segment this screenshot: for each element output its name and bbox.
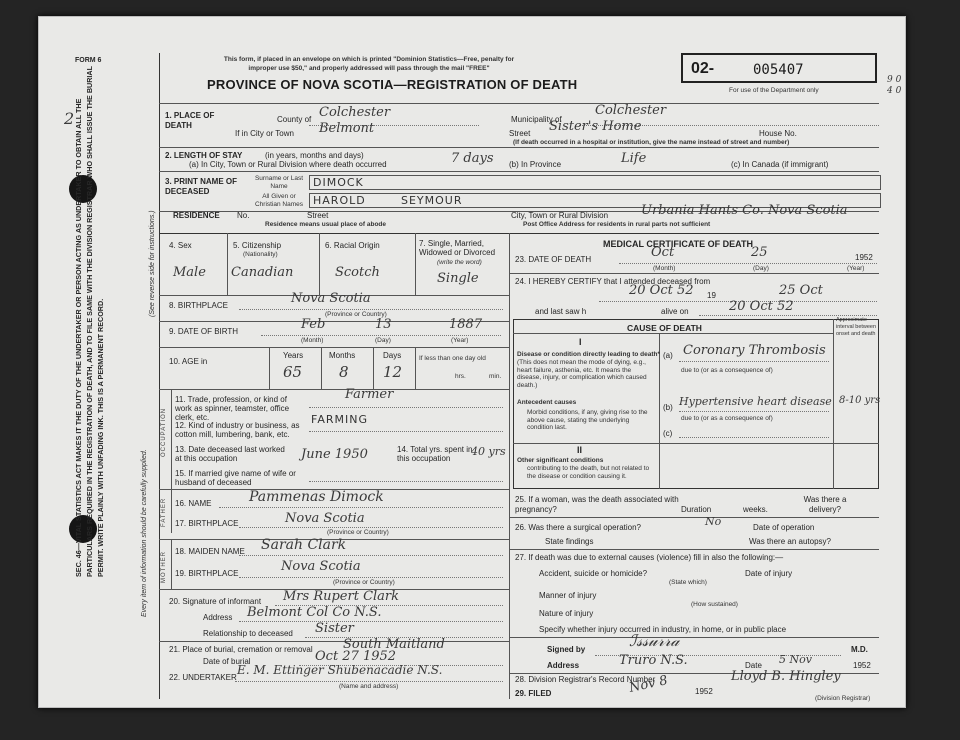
antecedent-note: Morbid conditions, if any, giving rise to the above cause, stating the underlying condition last. — [527, 409, 648, 431]
cause-c-label: (c) — [663, 429, 673, 438]
burial-place-value: South Maitland — [343, 637, 445, 652]
registration-prefix: 02- — [691, 60, 715, 77]
lastwork-value: June 1950 — [301, 447, 368, 462]
certify-from: 20 Oct 52 — [629, 283, 694, 298]
city-value: Belmont — [319, 121, 375, 136]
rule — [513, 333, 833, 334]
state-which: (State which) — [669, 579, 707, 586]
stay-a-label: (a) In City, Town or Rural Division where death occurred — [189, 160, 387, 169]
mother-maiden-value: Sarah Clark — [261, 537, 347, 553]
part-2-label: II — [577, 445, 583, 455]
section-notice: SEC. 46—VITAL STATISTICS ACT MAKES IT THE DUTY OF THE UNDERTAKER OR PERSON ACTING AS UNDERTAKER TO OBTAIN ALL THE PARTICULARS REQUIRED IN THE REGISTRATION OF DEATH, AND TO FILE SAME WITH THE DIVISION REGISTRAR WHO SHALL ISSUE THE BURIAL PERMIT. WRITE PLAINLY WITH UNFADING INK. THIS IS A PERMANENT RECORD. — [74, 66, 105, 577]
rule — [159, 389, 509, 390]
rule — [159, 147, 879, 148]
birthplace-value: Nova Scotia — [291, 291, 371, 306]
informant-addr-line — [239, 621, 503, 622]
other-label: Other significant conditions — [517, 457, 604, 464]
reverse-note: (See reverse side for instructions.) — [149, 210, 156, 317]
origin-label: 6. Racial Origin — [325, 241, 380, 250]
surname-label: Surname or Last Name — [254, 175, 304, 190]
rule — [269, 347, 270, 389]
undertaker-value: E. M. Ettinger Shubenacadie N.S. — [237, 663, 443, 677]
cause-a-line — [679, 361, 829, 362]
rule — [171, 489, 172, 533]
age-years: 65 — [283, 363, 303, 381]
wife-label: 15. If married give name of wife or husband of deceased — [175, 469, 296, 487]
trade-value: Farmer — [345, 387, 394, 402]
q26-answer: No — [705, 515, 722, 528]
how-sustained: (How sustained) — [691, 601, 738, 608]
occupation-side-label: OCCUPATION — [161, 407, 167, 457]
residence-street-label: Street — [307, 211, 329, 220]
part-1-label: I — [579, 337, 582, 347]
name-label: 3. PRINT NAME OF DECEASED — [165, 177, 238, 196]
death-date-label: 23. DATE OF DEATH — [515, 255, 592, 264]
death-date-day: 25 — [751, 245, 768, 260]
age-months: 8 — [339, 363, 349, 381]
sign-addr-label: Address — [547, 661, 580, 670]
disease-note: (This does not mean the mode of dying, e.g., heart failure, asthenia, etc. It means the disease, injury, or complication which caused death.) — [517, 359, 647, 389]
form-number-label: FORM 6 — [75, 57, 102, 64]
cause-a-label: (a) — [663, 351, 673, 360]
certify-19: 19 — [707, 291, 716, 300]
father-bp-line — [239, 527, 503, 528]
last-saw-label: and last saw h — [535, 307, 587, 316]
cause-a-value: Coronary Thrombosis — [683, 343, 826, 358]
stay-a-value: 7 days — [451, 151, 494, 166]
informant-addr-label: Address — [203, 613, 233, 622]
cause-c-line — [679, 437, 829, 438]
mother-bp-line — [239, 577, 503, 578]
death-registration-form — [38, 16, 906, 708]
sign-date-value: 5 Nov — [779, 653, 812, 666]
marital-label: 7. Single, Married, Widowed or Divorced — [419, 239, 496, 257]
alive-line — [699, 315, 877, 316]
municipality-value: Colchester — [595, 103, 667, 118]
rule — [159, 641, 509, 642]
stay-b-label: (b) In Province — [509, 160, 562, 169]
place-label: 1. PLACE OF DEATH — [165, 111, 215, 130]
signed-label: Signed by — [547, 645, 586, 654]
surname-value: DIMOCK — [313, 176, 364, 189]
permanent-note: Every item of information should be carefully supplied. — [141, 449, 148, 617]
informant-rel-label: Relationship to deceased — [203, 629, 293, 638]
registrar-record-label: 28. Division Registrar's Record Number — [515, 675, 656, 684]
death-date-line — [619, 263, 877, 264]
antecedent-label: Antecedent causes — [517, 399, 577, 406]
house-label: House No. — [759, 129, 797, 138]
alive-on-label: alive on — [661, 307, 689, 316]
certify-to: 25 Oct — [779, 283, 823, 298]
other-note: contributing to the death, but not related to the disease or condition causing it. — [527, 465, 650, 480]
stay-sub: (in years, months and days) — [265, 151, 364, 160]
father-bp-label: 17. BIRTHPLACE — [175, 519, 239, 528]
origin-value: Scotch — [335, 265, 380, 280]
registration-number-box — [681, 53, 877, 83]
mother-bp-label: 19. BIRTHPLACE — [175, 569, 239, 578]
dob-month: Feb — [301, 317, 326, 332]
frame-left — [159, 53, 160, 699]
rule — [509, 637, 879, 638]
death-date-year: 1952 — [855, 253, 873, 262]
father-name-line — [219, 507, 503, 508]
given-name-2: SEYMOUR — [401, 194, 463, 207]
filed-date: Nov 8 — [627, 673, 670, 696]
county-value: Colchester — [319, 105, 391, 120]
accident-label: Accident, suicide or homicide? — [539, 569, 648, 578]
physician-signature: ℐ𝓈𝓈𝓊𝓇𝓇𝒶 — [629, 631, 680, 650]
city-label: If in City or Town — [235, 129, 294, 138]
rule — [415, 233, 416, 295]
form-title: PROVINCE OF NOVA SCOTIA—REGISTRATION OF DEATH — [207, 77, 578, 92]
autopsy-label: Was there an autopsy? — [749, 537, 831, 546]
frame-header-rule — [159, 103, 879, 104]
rule — [373, 347, 374, 389]
father-bp-sub: (Province or Country) — [327, 529, 389, 536]
delivery-label: Was there a delivery? — [803, 495, 847, 514]
county-label: County of — [277, 115, 312, 124]
death-date-month: Oct — [651, 245, 675, 260]
lastwork-label: 13. Date deceased last worked at this occupation — [175, 445, 285, 463]
rule — [415, 347, 416, 389]
age-days: 12 — [383, 363, 403, 381]
rule — [159, 233, 879, 234]
death-day-sub: (Day) — [753, 265, 769, 272]
due-to-1: due to (or as a consequence of) — [681, 367, 773, 374]
registrar-signature: Lloyd B. Hingley — [731, 669, 841, 684]
certify-label: 24. I HEREBY CERTIFY that I attended deceased from — [515, 277, 711, 286]
margin-codes: 9 0 4 0 — [887, 75, 902, 96]
father-name-label: 16. NAME — [175, 499, 212, 508]
manner-label: Manner of injury — [539, 591, 597, 600]
q26-label: 26. Was there a surgical operation? — [515, 523, 641, 532]
undertaker-sub: (Name and address) — [339, 683, 399, 690]
rule — [833, 319, 834, 489]
mail-notice: This form, if placed in an envelope on which is printed "Dominion Statistics—Free, penalty for improper use $50," and properly addressed will pass through the mail "FREE" — [223, 56, 515, 72]
alive-date: 20 Oct 52 — [729, 299, 794, 314]
rule — [159, 171, 879, 172]
due-to-2: due to (or as a consequence of) — [681, 415, 773, 422]
rule — [321, 347, 322, 389]
burial-date-label: Date of burial — [203, 657, 251, 666]
wife-line — [309, 481, 503, 482]
informant-addr-value: Belmont Col Co N.S. — [247, 605, 382, 620]
q25-label: 25. If a woman, was the death associated with pregnancy? — [515, 495, 679, 514]
rule — [227, 233, 228, 295]
given-label: All Given or Christian Names — [254, 193, 304, 208]
rule — [509, 517, 879, 518]
father-bp-value: Nova Scotia — [285, 511, 365, 526]
op-date-label: Date of operation — [753, 523, 815, 532]
street-value: Sister's Home — [549, 119, 642, 134]
dob-year-sub: (Year) — [451, 337, 469, 344]
rule — [171, 539, 172, 589]
dob-label: 9. DATE OF BIRTH — [169, 327, 239, 336]
stay-b-value: Life — [621, 151, 647, 166]
margin-mark: 2 — [64, 109, 75, 128]
rule — [513, 443, 879, 444]
sign-addr-value: Truro N.S. — [619, 653, 688, 668]
father-side-label: FATHER — [161, 497, 167, 527]
age-label: 10. AGE in — [169, 357, 208, 366]
cause-b-line — [679, 411, 829, 412]
street-label: Street — [509, 129, 531, 138]
birthplace-label: 8. BIRTHPLACE — [169, 301, 228, 310]
medical-title: MEDICAL CERTIFICATE OF DEATH — [603, 239, 753, 249]
mother-maiden-line — [239, 555, 503, 556]
q27-label: 27. If death was due to external causes (violence) fill in also the following:— — [515, 553, 784, 562]
sex-label: 4. Sex — [169, 241, 192, 250]
registrar-sub: (Division Registrar) — [815, 695, 871, 702]
registration-number: 005407 — [753, 62, 804, 78]
rule — [509, 549, 879, 550]
industry-label: 12. Kind of industry or business, as cotton mill, lumbering, bank, etc. — [175, 421, 300, 439]
municipality-label: Municipality of — [511, 115, 562, 124]
industry-line — [309, 431, 503, 432]
mother-maiden-label: 18. MAIDEN NAME — [175, 547, 245, 556]
nature-label: Nature of injury — [539, 609, 594, 618]
trade-line — [309, 407, 503, 408]
column-divider — [509, 233, 510, 699]
sex-value: Male — [173, 265, 206, 280]
rule — [319, 233, 320, 295]
cause-title: CAUSE OF DEATH — [627, 323, 702, 333]
interval-b-value: 8-10 yrs — [839, 395, 881, 406]
burial-place-label: 21. Place of burial, cremation or removal — [169, 645, 313, 654]
rule — [509, 273, 879, 274]
stay-label: 2. LENGTH OF STAY — [165, 151, 243, 160]
citizenship-label: 5. Citizenship — [233, 241, 282, 250]
md-label: M.D. — [851, 645, 868, 654]
informant-rel-value: Sister — [315, 621, 354, 636]
undertaker-line — [235, 681, 503, 682]
cause-b-value: Hypertensive heart disease — [679, 395, 832, 408]
residence-div-label: City, Town or Rural Division — [511, 211, 609, 220]
mother-side-label: MOTHER — [161, 551, 167, 583]
cause-b-label: (b) — [663, 403, 673, 412]
total-value: 40 yrs — [471, 445, 506, 458]
marital-value: Single — [437, 271, 479, 286]
industry-value: FARMING — [311, 413, 368, 426]
residence-note: Post Office Address for residents in rural parts not sufficient — [523, 221, 711, 228]
birthplace-sub: (Province or Country) — [325, 311, 387, 318]
date-injury-label: Date of injury — [745, 569, 793, 578]
dept-use-label: For use of the Department only — [729, 87, 819, 94]
weeks-label: weeks. — [743, 505, 768, 514]
death-month-sub: (Month) — [653, 265, 676, 272]
citizenship-sub: (Nationality) — [243, 251, 278, 258]
given-name-1: HAROLD — [313, 194, 366, 207]
informant-sig-label: 20. Signature of informant — [169, 597, 262, 606]
rule — [171, 389, 172, 489]
months-label: Months — [329, 351, 356, 360]
residence-value: Urbania Hants Co. Nova Scotia — [641, 203, 848, 218]
informant-sig-value: Mrs Rupert Clark — [283, 589, 400, 604]
years-label: Years — [283, 351, 304, 360]
specify-label: Specify whether injury occurred in industry, in home, or in public place — [539, 625, 787, 634]
days-label: Days — [383, 351, 402, 360]
dob-year: 1887 — [449, 317, 483, 332]
interval-header: Approximate interval between onset and death — [836, 317, 877, 337]
hrs-label: hrs. — [455, 373, 466, 380]
mother-bp-sub: (Province or Country) — [333, 579, 395, 586]
duration-label: Duration — [681, 505, 712, 514]
residence-note-2: Residence means usual place of abode — [265, 221, 387, 228]
trade-label: 11. Trade, profession, or kind of work as spinner, teamster, office clerk, etc. — [175, 395, 290, 422]
sign-year-value: 1952 — [853, 661, 871, 670]
mother-bp-value: Nova Scotia — [281, 559, 361, 574]
dob-line — [261, 335, 501, 336]
residence-no-label: No. — [237, 211, 250, 220]
filed-label: 29. FILED — [515, 689, 552, 698]
rule — [159, 347, 509, 348]
residence-label: RESIDENCE — [173, 211, 220, 220]
burial-date-value: Oct 27 1952 — [315, 649, 397, 664]
father-name-value: Pammenas Dimock — [249, 489, 384, 505]
stay-c-label: (c) In Canada (if immigrant) — [731, 160, 829, 169]
dob-day-sub: (Day) — [375, 337, 391, 344]
undertaker-label: 22. UNDERTAKER — [169, 673, 237, 682]
citizenship-value: Canadian — [231, 265, 294, 280]
dob-month-sub: (Month) — [301, 337, 324, 344]
sign-date-label: Date — [745, 661, 762, 670]
total-label: 14. Total yrs. spent in this occupation — [397, 445, 473, 463]
birthplace-line — [239, 309, 503, 310]
filed-year: 1952 — [695, 687, 713, 696]
disease-label: Disease or condition directly leading to death* — [517, 351, 661, 358]
marital-sub: (write the word) — [437, 259, 482, 266]
dob-day: 13 — [375, 317, 392, 332]
under-day-label: If less than one day old — [419, 355, 486, 362]
death-year-sub: (Year) — [847, 265, 865, 272]
state-findings-label: State findings — [545, 537, 594, 546]
min-label: min. — [489, 373, 502, 380]
hospital-note: (If death occurred in a hospital or institution, give the name instead of street and number) — [513, 139, 790, 146]
